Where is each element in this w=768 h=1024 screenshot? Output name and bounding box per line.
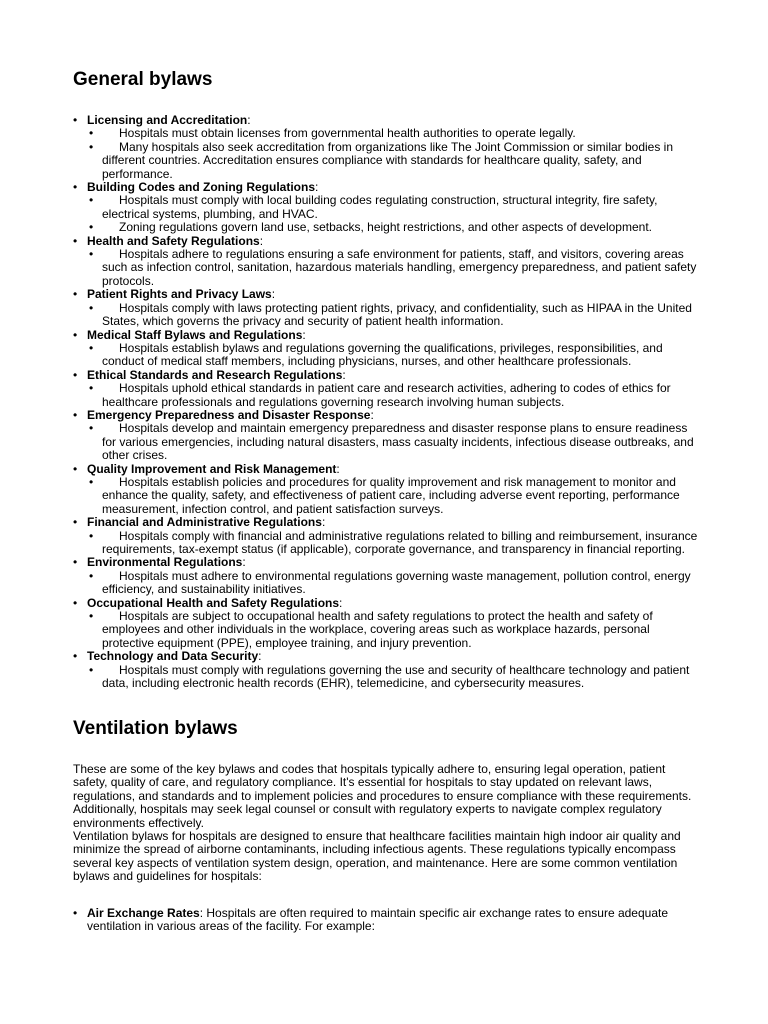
general-bylaws-list bbox=[73, 114, 703, 690]
category-name: Financial and Administrative Regulations bbox=[87, 515, 322, 530]
category-items bbox=[87, 127, 703, 181]
category-name: Emergency Preparedness and Disaster Response bbox=[87, 407, 371, 422]
general-bylaws-heading: General bylaws bbox=[73, 69, 213, 90]
bylaw-category: • Financial and Administrative Regulations: • Hospitals comply with financial and administrative regulations related to billing and reimbursement, insurance requirements, tax-exempt status (if applicable), corporate governance, and transparency in financial reporting. bbox=[73, 516, 703, 556]
bylaw-item: • Hospitals must comply with regulations governing the use and security of healthcare technology and patient data, including electronic health records (EHR), telemedicine, and cybersecurity measures. bbox=[87, 664, 703, 691]
category-name: Technology and Data Security bbox=[87, 649, 259, 664]
bylaw-category: • Licensing and Accreditation: • Hospitals must obtain licenses from governmental health authorities to operate legally. • Many hospitals also seek accreditation from organizations like The Joint Commission or similar bodies in different countries. Accreditation ensures compliance with standards for healthcare quality, safety, and performance. bbox=[73, 114, 703, 181]
category-items bbox=[87, 570, 703, 597]
bylaw-category: • Building Codes and Zoning Regulations: • Hospitals must comply with local building codes regulating construction, structural integrity, fire safety, electrical systems, plumbing, and HVAC. • Zoning regulations govern land use, setbacks, height restrictions, and other aspects of development. bbox=[73, 181, 703, 235]
bylaw-category: • Health and Safety Regulations: • Hospitals adhere to regulations ensuring a safe environment for patients, staff, and visitors, covering areas such as infection control, sanitation, hazardous materials handling, emergency preparedness, and patient safety protocols. bbox=[73, 235, 703, 289]
category-items bbox=[87, 610, 703, 650]
ventilation-bylaws-list bbox=[73, 907, 703, 934]
bylaw-category: • Quality Improvement and Risk Management: • Hospitals establish policies and procedures for quality improvement and risk management to monitor and enhance the quality, safety, and effectiveness of patient care, including adverse event reporting, performance measurement, infection control, and patient satisfaction surveys. bbox=[73, 463, 703, 517]
category-name: Health and Safety Regulations bbox=[87, 233, 260, 248]
category-name: Medical Staff Bylaws and Regulations bbox=[87, 327, 303, 342]
bylaw-category: • Technology and Data Security: • Hospitals must comply with regulations governing the use and security of healthcare technology and patient data, including electronic health records (EHR), telemedicine, and cybersecurity measures. bbox=[73, 650, 703, 690]
bylaw-item: • Hospitals establish bylaws and regulations governing the qualifications, privileges, responsibilities, and conduct of medical staff members, including physicians, nurses, and other healthcare professionals. bbox=[87, 342, 703, 369]
category-items bbox=[87, 194, 703, 234]
ventilation-item: • Air Exchange Rates: Hospitals are often required to maintain specific air exchange rates to ensure adequate ventilation in various areas of the facility. For example: bbox=[73, 907, 703, 934]
category-name: Patient Rights and Privacy Laws bbox=[87, 287, 272, 302]
category-items bbox=[87, 302, 703, 329]
bylaw-item: • Many hospitals also seek accreditation from organizations like The Joint Commission or similar bodies in different countries. Accreditation ensures compliance with standards for healthcare quality, safety, and performance. bbox=[87, 141, 703, 181]
ventilation-intro bbox=[73, 763, 703, 884]
category-name: Licensing and Accreditation bbox=[87, 113, 248, 127]
bylaw-item: • Hospitals must obtain licenses from governmental health authorities to operate legally. bbox=[87, 127, 703, 140]
category-items bbox=[87, 248, 703, 288]
bylaw-item: • Hospitals establish policies and procedures for quality improvement and risk management to monitor and enhance the quality, safety, and effectiveness of patient care, including adverse event reporting, performance measurement, infection control, and patient satisfaction surveys. bbox=[87, 476, 703, 516]
bylaw-category: • Emergency Preparedness and Disaster Response: • Hospitals develop and maintain emergency preparedness and disaster response plans to ensure readiness for various emergencies, including natural disasters, mass casualty incidents, infectious disease outbreaks, and other crises. bbox=[73, 409, 703, 463]
bylaw-item: • Hospitals comply with laws protecting patient rights, privacy, and confidentiality, such as HIPAA in the United States, which governs the privacy and security of patient health information. bbox=[87, 302, 703, 329]
bylaw-category: • Medical Staff Bylaws and Regulations: • Hospitals establish bylaws and regulations governing the qualifications, privileges, responsibilities, and conduct of medical staff members, including physicians, nurses, and other healthcare professionals. bbox=[73, 329, 703, 369]
intro-paragraph-1: These are some of the key bylaws and codes that hospitals typically adhere to, ensuring legal operation, patient safety, quality of care, and regulatory compliance. It's essential for hospitals to stay updated on relevant laws, regulations, and standards and to implement policies and procedures to ensure compliance with these requirements. Additionally, hospitals may seek legal counsel or consult with regulatory experts to navigate complex regulatory environments effectively. bbox=[73, 762, 692, 830]
category-items bbox=[87, 476, 703, 516]
category-items bbox=[87, 530, 703, 557]
item-text: Hospitals are often required to maintain specific air exchange rates to ensure adequate ventilation in various areas of the facility. For example: bbox=[87, 906, 668, 934]
bylaw-category: • Occupational Health and Safety Regulations: • Hospitals are subject to occupational health and safety regulations to protect the health and safety of employees and other individuals in the workplace, covering areas such as workplace hazards, personal protective equipment (PPE), employee training, and injury prevention. bbox=[73, 597, 703, 651]
bylaw-item: • Hospitals uphold ethical standards in patient care and research activities, adhering to codes of ethics for healthcare professionals and regulations governing research involving human subjects. bbox=[87, 382, 703, 409]
bylaw-item: • Hospitals develop and maintain emergency preparedness and disaster response plans to ensure readiness for various emergencies, including natural disasters, mass casualty incidents, infectious disease outbreaks, and other crises. bbox=[87, 422, 703, 462]
item-name: Air Exchange Rates bbox=[87, 906, 200, 920]
category-items bbox=[87, 382, 703, 409]
category-items bbox=[87, 664, 703, 691]
category-name: Occupational Health and Safety Regulations bbox=[87, 595, 340, 610]
bylaw-item: • Hospitals comply with financial and administrative regulations related to billing and reimbursement, insurance requirements, tax-exempt status (if applicable), corporate governance, and transparency in financial reporting. bbox=[87, 530, 703, 557]
category-name: Environmental Regulations bbox=[87, 555, 243, 570]
bylaw-item: • Hospitals adhere to regulations ensuring a safe environment for patients, staff, and visitors, covering areas such as infection control, sanitation, hazardous materials handling, emergency preparedness, and patient safety protocols. bbox=[87, 248, 703, 288]
intro-paragraph-2: Ventilation bylaws for hospitals are designed to ensure that healthcare facilities maintain high indoor air quality and minimize the spread of airborne contaminants, including infectious agents. These regulations typically encompass several key aspects of ventilation system design, operation, and maintenance. Here are some common ventilation bylaws and guidelines for hospitals: bbox=[73, 829, 681, 884]
ventilation-bylaws-heading: Ventilation bylaws bbox=[73, 718, 238, 739]
bylaw-category: • Patient Rights and Privacy Laws: • Hospitals comply with laws protecting patient rights, privacy, and confidentiality, such as HIPAA in the United States, which governs the privacy and security of patient health information. bbox=[73, 288, 703, 328]
bylaw-category: • Environmental Regulations: • Hospitals must adhere to environmental regulations governing waste management, pollution control, energy efficiency, and sustainability initiatives. bbox=[73, 556, 703, 596]
category-name: Quality Improvement and Risk Management bbox=[87, 461, 337, 476]
category-name: Building Codes and Zoning Regulations bbox=[87, 180, 315, 195]
bylaw-category: • Ethical Standards and Research Regulations: • Hospitals uphold ethical standards in patient care and research activities, adhering to codes of ethics for healthcare professionals and regulations governing research involving human subjects. bbox=[73, 369, 703, 409]
bylaw-item: • Hospitals must adhere to environmental regulations governing waste management, pollution control, energy efficiency, and sustainability initiatives. bbox=[87, 570, 703, 597]
bylaw-item: • Hospitals must comply with local building codes regulating construction, structural integrity, fire safety, electrical systems, plumbing, and HVAC. bbox=[87, 194, 703, 221]
category-items bbox=[87, 342, 703, 369]
category-name: Ethical Standards and Research Regulations bbox=[87, 367, 343, 382]
bylaw-item: • Zoning regulations govern land use, setbacks, height restrictions, and other aspects of development. bbox=[87, 221, 703, 234]
bylaw-item: • Hospitals are subject to occupational health and safety regulations to protect the health and safety of employees and other individuals in the workplace, covering areas such as workplace hazards, personal protective equipment (PPE), employee training, and injury prevention. bbox=[87, 610, 703, 650]
category-items bbox=[87, 422, 703, 462]
